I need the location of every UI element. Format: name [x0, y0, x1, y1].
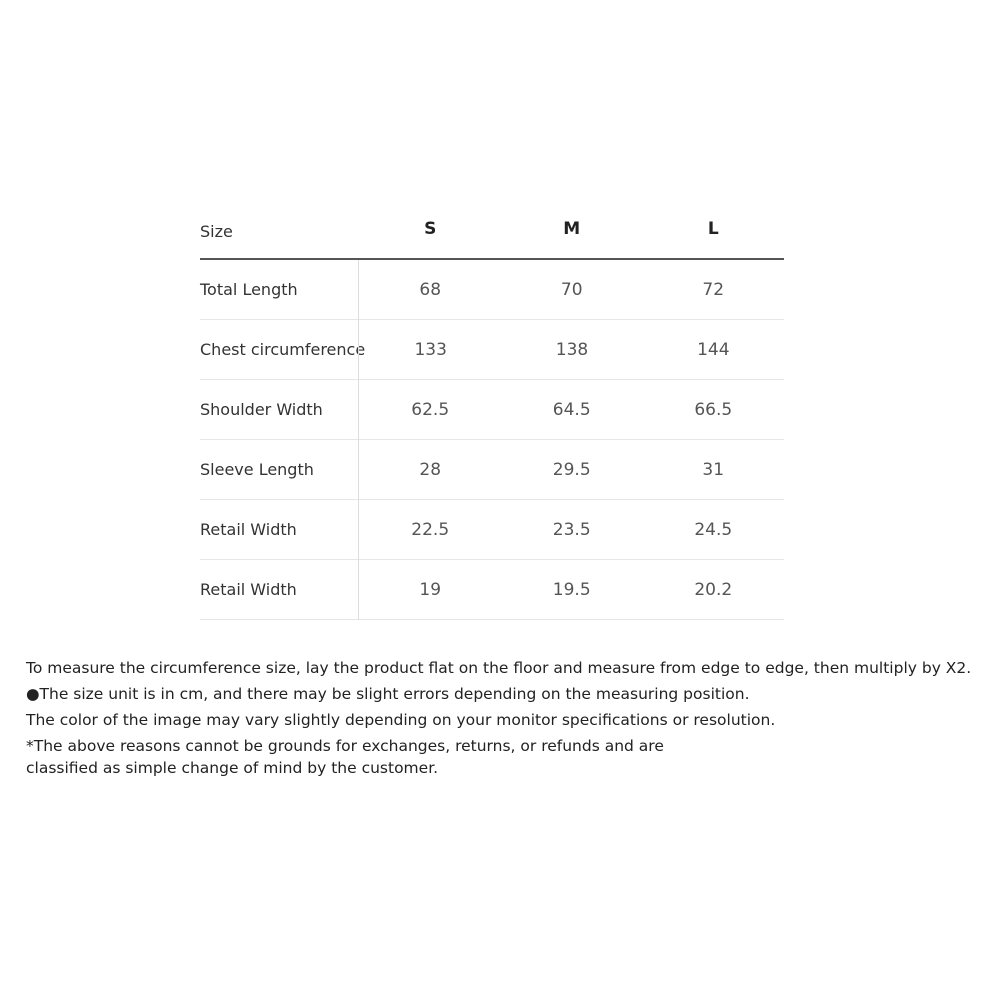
value-m: 138	[555, 339, 589, 360]
measurement-notes	[26, 655, 986, 779]
table-row	[200, 440, 784, 500]
value-l: 24.5	[694, 519, 733, 540]
value-m: 23.5	[552, 519, 591, 540]
value-l: 66.5	[694, 399, 733, 420]
size-header-l: L	[707, 219, 719, 239]
value-s: 19	[419, 579, 442, 600]
note-no-returns: *The above reasons cannot be grounds for exchanges, returns, or refunds and are	[26, 737, 664, 755]
size-header-m: M	[563, 219, 581, 239]
value-m: 64.5	[552, 399, 591, 420]
value-s: 133	[414, 339, 447, 360]
row-label: Chest circumference	[200, 340, 366, 359]
value-l: 72	[702, 279, 725, 300]
value-s: 22.5	[411, 519, 450, 540]
column-divider	[358, 260, 359, 620]
table-row	[200, 260, 784, 320]
size-header-label: Size	[200, 221, 233, 241]
value-l: 31	[702, 459, 725, 480]
size-header-s: S	[424, 219, 437, 239]
size-chart-table	[200, 200, 784, 620]
value-m: 19.5	[552, 579, 591, 600]
value-l: 20.2	[694, 579, 733, 600]
value-s: 28	[419, 459, 442, 480]
note-size-unit: ●The size unit is in cm, and there may be slight errors depending on the measuring position.	[26, 685, 750, 703]
note-change-of-mind: classified as simple change of mind by the customer.	[26, 759, 439, 777]
size-chart-header	[200, 200, 784, 260]
value-m: 70	[560, 279, 583, 300]
value-l: 144	[697, 339, 730, 360]
row-label: Retail Width	[200, 580, 297, 599]
size-chart-body	[200, 260, 784, 620]
value-m: 29.5	[552, 459, 591, 480]
row-label: Retail Width	[200, 520, 297, 539]
value-s: 62.5	[411, 399, 450, 420]
table-row	[200, 320, 784, 380]
row-label: Shoulder Width	[200, 400, 323, 419]
value-s: 68	[419, 279, 442, 300]
row-label: Sleeve Length	[200, 460, 314, 479]
note-measure-circumference: To measure the circumference size, lay the product flat on the floor and measure from edge to edge, then multiply by X2.	[26, 659, 972, 677]
table-row	[200, 500, 784, 560]
row-label: Total Length	[200, 280, 298, 299]
table-row	[200, 380, 784, 440]
note-color-variance: The color of the image may vary slightly depending on your monitor specifications or resolution.	[26, 711, 776, 729]
table-row	[200, 560, 784, 620]
